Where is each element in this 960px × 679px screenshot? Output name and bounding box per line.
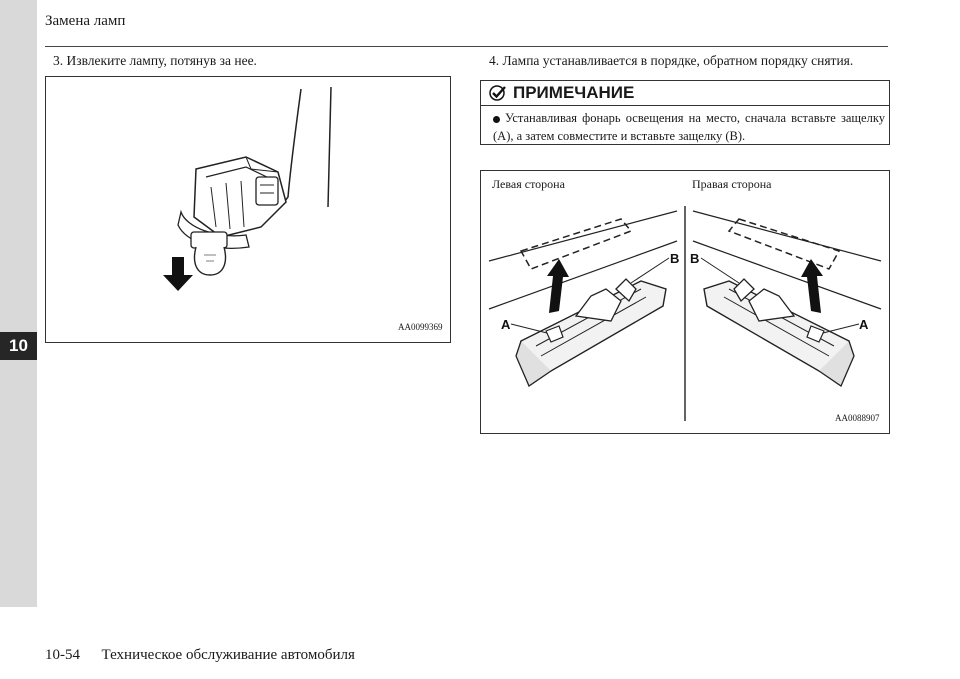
- note-checkmark-icon: [489, 85, 507, 101]
- step-4-text: 4. Лампа устанавливается в порядке, обратном порядку снятия.: [489, 53, 854, 68]
- figure-code: AA0099369: [398, 322, 443, 332]
- lamp-install-figure: [480, 170, 890, 434]
- bulb-removal-illustration: [46, 77, 450, 342]
- right-side-label: Правая сторона: [692, 177, 772, 191]
- callout-a-left: A: [501, 317, 511, 332]
- note-header: [481, 81, 889, 106]
- page-number: 10-54: [45, 647, 80, 663]
- note-bullet-text: Устанавливая фонарь освещения на место, сначала вставьте защелку (A), а затем совместите и вставьте защелку (B).: [493, 111, 885, 143]
- header-divider: [45, 46, 888, 47]
- callout-b-right: B: [690, 251, 700, 266]
- callout-a-right: A: [859, 317, 869, 332]
- bulb-removal-figure: [45, 76, 451, 343]
- figure-code-right: AA0088907: [835, 413, 880, 423]
- note-bullet: [493, 109, 885, 145]
- bullet-dot: [493, 116, 500, 123]
- page-footer: [45, 647, 355, 664]
- footer-section-title: Техническое обслуживание автомобиля: [101, 647, 355, 663]
- chapter-tab: 10: [0, 332, 37, 360]
- callout-b-left: B: [670, 251, 680, 266]
- note-title: ПРИМЕЧАНИЕ: [513, 83, 635, 102]
- page-header-title: Замена ламп: [45, 13, 126, 29]
- note-box: [480, 80, 890, 145]
- step-3-text: 3. Извлеките лампу, потянув за нее.: [53, 53, 257, 68]
- left-side-label: Левая сторона: [492, 177, 565, 191]
- chapter-sidebar: [0, 0, 37, 607]
- lamp-install-illustration: [481, 171, 889, 433]
